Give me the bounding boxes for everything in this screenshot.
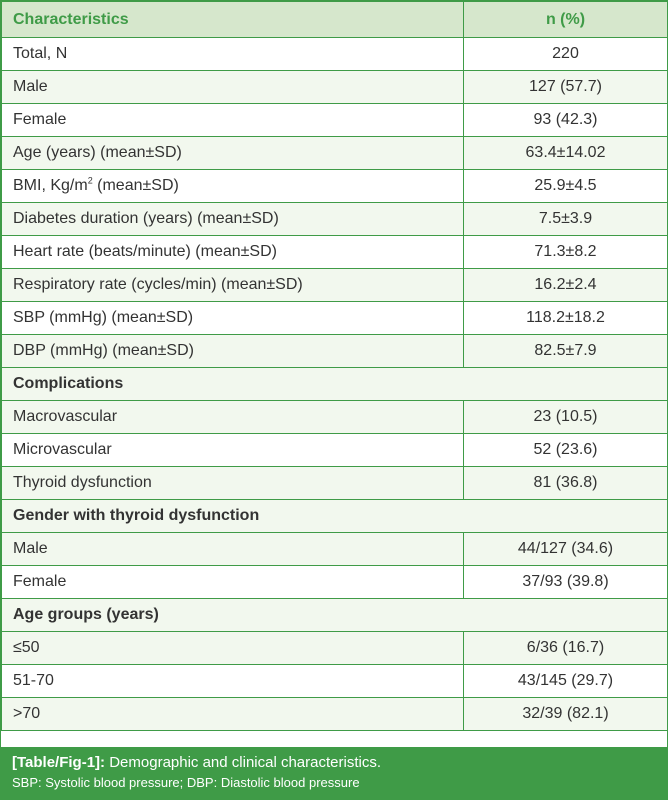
row-label-cell: Male (2, 533, 464, 566)
row-value-cell: 7.5±3.9 (464, 203, 668, 236)
row-value-cell: 43/145 (29.7) (464, 665, 668, 698)
row-label: BMI, Kg/m (13, 177, 88, 194)
section-row (2, 599, 668, 632)
table-row (2, 401, 668, 434)
row-label-cell: Macrovascular (2, 401, 464, 434)
row-label-cell (2, 170, 464, 203)
section-row (2, 368, 668, 401)
row-value-cell: 52 (23.6) (464, 434, 668, 467)
table-row (2, 137, 668, 170)
row-label-cell: Female (2, 566, 464, 599)
table-row (2, 269, 668, 302)
row-value-cell: 32/39 (82.1) (464, 698, 668, 731)
table-row (2, 71, 668, 104)
table-row (2, 170, 668, 203)
table-row (2, 335, 668, 368)
row-label-cell: Diabetes duration (years) (mean±SD) (2, 203, 464, 236)
row-value-cell: 71.3±8.2 (464, 236, 668, 269)
caption-title-line (12, 753, 656, 773)
table-header-row (2, 2, 668, 38)
table-body (2, 38, 668, 731)
table-row (2, 533, 668, 566)
row-value-cell: 81 (36.8) (464, 467, 668, 500)
table-row (2, 665, 668, 698)
row-label-cell: Male (2, 71, 464, 104)
section-row (2, 500, 668, 533)
row-label-cell: DBP (mmHg) (mean±SD) (2, 335, 464, 368)
table-row (2, 698, 668, 731)
section-label: Gender with thyroid dysfunction (2, 500, 668, 533)
header-n-percent: n (%) (464, 2, 668, 38)
row-label-cell: Age (years) (mean±SD) (2, 137, 464, 170)
row-label-cell: ≤50 (2, 632, 464, 665)
table-row (2, 467, 668, 500)
row-value-cell: 220 (464, 38, 668, 71)
row-value-cell: 37/93 (39.8) (464, 566, 668, 599)
row-value-cell: 44/127 (34.6) (464, 533, 668, 566)
section-label: Complications (2, 368, 668, 401)
table-row (2, 434, 668, 467)
table-caption (1, 747, 667, 799)
row-label-cell: Respiratory rate (cycles/min) (mean±SD) (2, 269, 464, 302)
row-label-cell: Thyroid dysfunction (2, 467, 464, 500)
row-label-cell: >70 (2, 698, 464, 731)
row-label-cell: Heart rate (beats/minute) (mean±SD) (2, 236, 464, 269)
row-label-cell: Female (2, 104, 464, 137)
table-row (2, 566, 668, 599)
table-row (2, 38, 668, 71)
characteristics-table (1, 1, 668, 731)
row-value-cell: 6/36 (16.7) (464, 632, 668, 665)
caption-title: Demographic and clinical characteristics. (105, 754, 381, 771)
row-value-cell: 118.2±18.2 (464, 302, 668, 335)
table-row (2, 632, 668, 665)
row-label-cell: 51-70 (2, 665, 464, 698)
row-value-cell: 127 (57.7) (464, 71, 668, 104)
table-row (2, 236, 668, 269)
section-label: Age groups (years) (2, 599, 668, 632)
row-value-cell: 82.5±7.9 (464, 335, 668, 368)
row-value-cell: 16.2±2.4 (464, 269, 668, 302)
caption-label: [Table/Fig-1]: (12, 754, 106, 771)
row-label-cell: SBP (mmHg) (mean±SD) (2, 302, 464, 335)
row-value-cell: 25.9±4.5 (464, 170, 668, 203)
row-label-cell: Microvascular (2, 434, 464, 467)
row-label-cell: Total, N (2, 38, 464, 71)
table-row (2, 302, 668, 335)
row-value-cell: 63.4±14.02 (464, 137, 668, 170)
row-label-suffix: (mean±SD) (92, 177, 179, 194)
caption-note: SBP: Systolic blood pressure; DBP: Diastolic blood pressure (12, 775, 360, 790)
row-value-cell: 93 (42.3) (464, 104, 668, 137)
table-row (2, 203, 668, 236)
row-value-cell: 23 (10.5) (464, 401, 668, 434)
header-characteristics: Characteristics (2, 2, 464, 38)
table-row (2, 104, 668, 137)
row-label-superscript: 2 (87, 175, 93, 186)
